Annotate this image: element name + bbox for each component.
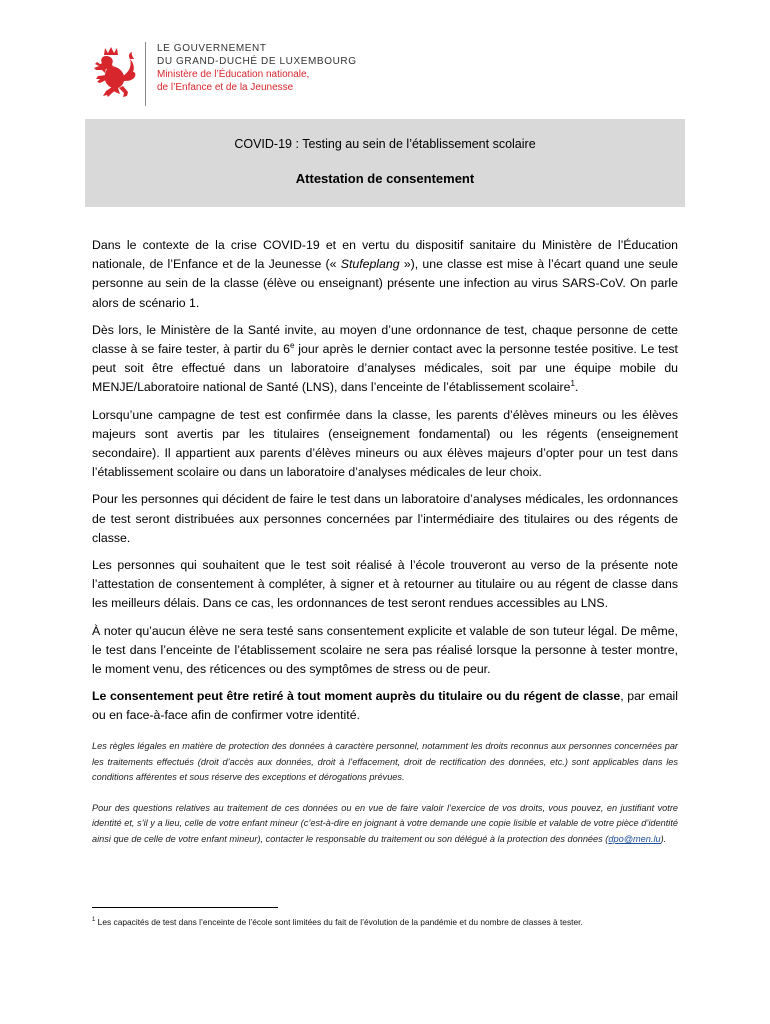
gov-line-2: DU GRAND-DUCHÉ DE LUXEMBOURG bbox=[157, 56, 357, 67]
government-name bbox=[157, 42, 357, 94]
paragraph-text: Dans le contexte de la crise COVID-19 et en vertu du dispositif sanitaire du Ministère de l’Éducation nationale, de l’Enfance et de la Jeunesse (« bbox=[92, 238, 678, 272]
document-body bbox=[92, 236, 678, 734]
ordinal-superscript: e bbox=[290, 340, 295, 350]
paragraph-campaign: Lorsqu’une campagne de test est confirmée dans la classe, les parents d’élèves mineurs ou les élèves majeurs sont avertis par les titulaires (enseignement fondamental) ou les régents (enseignement secondaire). Il appartient aux parents d’élèves mineurs ou aux élèves majeurs d’opter pour un test dans l’établissement scolaire ou dans un laboratoire d’analyses médicales de leur choix. bbox=[92, 407, 678, 480]
legal-text: Pour des questions relatives au traitement de ces données ou en vue de faire valoir l’exercice de vos droits, vous pouvez, en justifiant votre identité et, s’il y a lieu, celle de votre enfant mineur (c’est-à-dire en joignant à votre demande une copie lisible et valable de votre pièce d’identité ainsi que de celle de votre enfant mineur), contacter le responsable du traitement ou son délégué à la protection des données ( bbox=[92, 802, 678, 844]
paragraph-text: , par email ou en face-à-face afin de confirmer votre identité. bbox=[92, 689, 678, 723]
paragraph-text: jour après le dernier contact avec la personne testée positive. Le test peut soit être effectué dans un laboratoire d’analyses médicales, soit par une équipe mobile du MENJE/Laboratoire national de Santé (LNS), dans l’enceinte de l’établissement scolaire bbox=[92, 342, 678, 395]
luxembourg-red-lion-icon bbox=[92, 46, 136, 98]
paragraph-school-test: Les personnes qui souhaitent que le test soit réalisé à l’école trouveront au verso de la présente note l’attestation de consentement à compléter, à signer et à retourner au titulaire ou au régent de classe dans les meilleurs délais. Dans ce cas, les ordonnances de test seront rendues accessibles au LNS. bbox=[92, 558, 678, 611]
paragraph-text: »), une classe est mise à l’écart quand une seule personne au sein de la classe (élève ou enseignant) présente une infection au virus SARS-CoV. On parle alors de scénario 1. bbox=[92, 257, 678, 310]
footnote-separator bbox=[92, 907, 278, 908]
paragraph-testing bbox=[92, 321, 678, 398]
dpo-email-link[interactable]: dpo@men.lu bbox=[608, 833, 661, 844]
withdrawal-emphasis: Le consentement peut être retiré à tout moment auprès du titulaire ou du régent de classe bbox=[92, 689, 621, 704]
data-protection-notice bbox=[92, 739, 678, 863]
title-banner bbox=[85, 119, 685, 207]
footnote-reference: 1 bbox=[570, 379, 575, 389]
legal-contact bbox=[92, 801, 678, 848]
ministry-line-1: Ministère de l’Éducation nationale, bbox=[157, 69, 310, 80]
stufeplang-term: Stufeplang bbox=[340, 257, 400, 272]
paragraph-explicit-consent: À noter qu’aucun élève ne sera testé sans consentement explicite et valable de son tuteur légal. De même, le test dans l’enceinte de l’établissement scolaire ne sera pas réalisé lorsque la personne à tester montre, le moment venu, des réticences ou des symptômes de stress ou de peur. bbox=[92, 623, 678, 677]
paragraph-text: . bbox=[574, 380, 579, 395]
gov-line-1: LE GOUVERNEMENT bbox=[157, 43, 267, 54]
ministry-line-2: de l’Enfance et de la Jeunesse bbox=[157, 82, 294, 93]
paragraph-text: Dès lors, le Ministère de la Santé invite, au moyen d’une ordonnance de test, chaque personne de cette classe à se faire tester, à partir du 6 bbox=[92, 322, 678, 357]
legal-text: ). bbox=[660, 833, 667, 844]
footnote bbox=[92, 914, 678, 928]
document-title: Attestation de consentement bbox=[295, 171, 475, 186]
legal-rules: Les règles légales en matière de protection des données à caractère personnel, notamment les droits reconnus aux personnes concernées par les traitements effectués (droit d’accès aux données, droit à l’effacement, droit de rectification des données, etc.) sont applicables dans les conditions afférentes et sous réserve des exceptions et dérogations prévues. bbox=[92, 741, 678, 783]
footnote-marker: 1 bbox=[92, 917, 96, 923]
paragraph-context bbox=[92, 236, 678, 313]
paragraph-laboratory: Pour les personnes qui décident de faire le test dans un laboratoire d’analyses médicales, les ordonnances de test seront distribuées aux personnes concernées par l’intermédiaire des titulaires ou des régents de classe. bbox=[92, 492, 678, 545]
document-subtitle: COVID-19 : Testing au sein de l’établissement scolaire bbox=[234, 137, 536, 151]
paragraph-withdrawal bbox=[92, 687, 678, 725]
footnote-text: Les capacités de test dans l’enceinte de l’école sont limitées du fait de l’évolution de la pandémie et du nombre de classes à tester. bbox=[95, 916, 583, 927]
header-divider bbox=[145, 42, 146, 106]
